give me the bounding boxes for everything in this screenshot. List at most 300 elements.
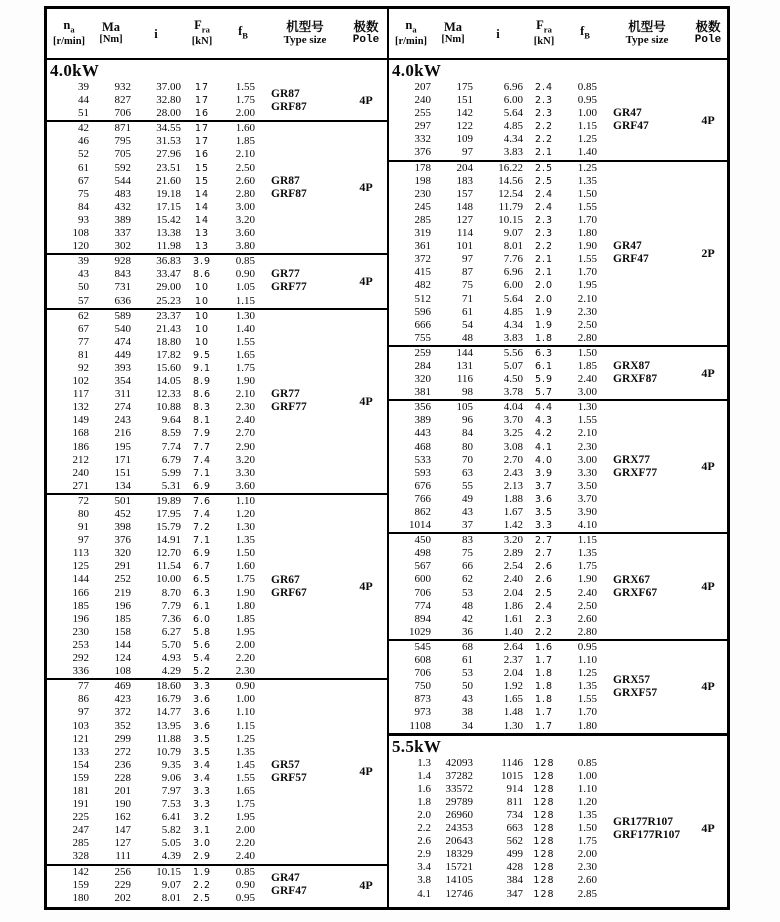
cell-fb: 1.60 [235, 560, 255, 573]
type-size-line: GRX67 [613, 573, 651, 586]
section-title: 4.0kW [392, 61, 442, 80]
cell-ma: 96 [462, 414, 473, 427]
spec-row [389, 81, 605, 94]
cell-fb: 2.40 [235, 414, 255, 427]
cell-na: 117 [72, 388, 89, 401]
spec-row [47, 122, 263, 135]
cell-fra: 1.9 [534, 306, 554, 318]
cell-na: 91 [78, 521, 89, 534]
cell-i: 9.07 [503, 227, 523, 240]
cell-fra: 8.9 [192, 376, 212, 388]
cell-na: 108 [72, 227, 89, 240]
cell-fra: 3.7 [534, 480, 554, 492]
cell-na: 1.4 [417, 769, 431, 782]
cell-na: 450 [414, 534, 431, 547]
type-size-line: GR47 [613, 240, 642, 253]
cell-na: 196 [72, 612, 89, 625]
cell-ma: 731 [114, 281, 131, 294]
cell-fb: 1.95 [235, 625, 255, 638]
type-size-line: GR67 [271, 573, 300, 586]
cell-na: 80 [78, 508, 89, 520]
cell-fra: 128 [533, 809, 555, 821]
cell-fb: 1.55 [577, 693, 597, 706]
cell-ma: 97 [462, 146, 473, 159]
cell-fb: 3.60 [235, 227, 255, 240]
spec-row [47, 414, 263, 427]
cell-na: 567 [414, 560, 431, 573]
cell-fb: 3.20 [235, 213, 255, 226]
cell-ma: 157 [456, 187, 473, 200]
cell-fra: 2.4 [534, 82, 554, 93]
cell-i: 2.89 [503, 547, 523, 560]
type-size-line: GR57 [271, 758, 300, 771]
cell-ma: 18329 [445, 848, 473, 861]
cell-fb: 1.80 [577, 227, 597, 240]
cell-fra: 1.7 [534, 707, 554, 719]
cell-ma: 299 [114, 732, 131, 745]
cell-fra: 17 [194, 82, 210, 93]
cell-fra: 7.1 [192, 535, 212, 547]
cell-na: 75 [78, 187, 89, 200]
cell-i: 36.83 [156, 255, 181, 268]
cell-i: 2.54 [503, 560, 523, 573]
section-title: 5.5kW [392, 736, 442, 756]
cell-na: 593 [414, 466, 431, 479]
type-size-label [263, 866, 347, 905]
cell-fb: 2.80 [577, 625, 597, 638]
cell-fb: 2.60 [577, 874, 597, 887]
header-cell-i [131, 28, 181, 40]
cell-fb: 2.00 [235, 638, 255, 651]
spec-row [47, 227, 263, 240]
cell-i: 4.29 [161, 665, 181, 678]
cell-fra: 8.6 [192, 389, 212, 401]
spec-row [389, 306, 605, 319]
cell-ma: 827 [114, 94, 131, 107]
header-symbol: 极数 [353, 19, 379, 34]
cell-fb: 1.00 [577, 769, 597, 782]
type-size-label [263, 680, 347, 863]
cell-na: 285 [72, 837, 89, 850]
type-size-label [263, 310, 347, 493]
cell-na: 706 [414, 667, 431, 680]
cell-ma: 540 [114, 322, 131, 335]
cell-i: 8.01 [503, 240, 523, 253]
spec-row [47, 547, 263, 560]
cell-i: 14.77 [156, 706, 181, 719]
cell-fra: 2.5 [534, 175, 554, 187]
group-rows [389, 641, 605, 733]
cell-ma: 43 [462, 693, 473, 706]
cell-na: 103 [72, 719, 89, 732]
cell-i: 4.34 [503, 318, 523, 331]
spec-row [389, 493, 605, 506]
cell-i: 19.89 [156, 494, 181, 507]
group-rows [47, 680, 263, 863]
cell-fra: 2.3 [534, 108, 554, 120]
cell-na: 328 [72, 850, 89, 863]
cell-i: 34.55 [156, 122, 181, 135]
cell-ma: 354 [114, 375, 131, 388]
cell-fb: 0.85 [577, 81, 597, 93]
section-55kw [389, 733, 727, 901]
cell-ma: 144 [114, 638, 131, 651]
panel-body [389, 60, 727, 907]
header-symbol: Ma [101, 20, 121, 34]
header-unit: Type size [625, 34, 669, 46]
cell-fb: 0.85 [235, 255, 255, 268]
cell-i: 6.96 [503, 266, 523, 279]
cell-fb: 2.20 [235, 837, 255, 850]
cell-na: 43 [78, 268, 89, 281]
cell-i: 23.51 [156, 161, 181, 174]
cell-fb: 1.75 [235, 798, 255, 811]
cell-fra: 3.5 [192, 733, 212, 745]
header-symbol: $n_a$ [63, 17, 75, 35]
cell-fra: 10 [194, 310, 210, 322]
cell-fra: 3.9 [534, 467, 554, 479]
cell-ma: 127 [114, 837, 131, 850]
cell-na: 77 [78, 335, 89, 348]
cell-fb: 2.90 [235, 440, 255, 453]
cell-fra: 7.1 [192, 467, 212, 479]
cell-na: 132 [72, 401, 89, 414]
cell-ma: 26960 [445, 808, 473, 821]
cell-ma: 55 [462, 479, 473, 492]
cell-i: 12.70 [156, 547, 181, 560]
type-size-line: GR87 [271, 87, 300, 100]
spec-row [389, 809, 605, 822]
header-unit: Type size [283, 34, 327, 46]
cell-fb: 4.10 [577, 519, 597, 532]
type-size-line: GRF47 [613, 120, 649, 133]
cell-fra: 7.4 [192, 509, 212, 520]
spec-row [389, 573, 605, 586]
spec-row [389, 266, 605, 279]
cell-fb: 0.95 [577, 640, 597, 653]
cell-fb: 3.50 [577, 479, 597, 492]
cell-fb: 3.00 [577, 386, 597, 399]
cell-i: 11.54 [156, 560, 181, 573]
pole-label: 4P [359, 877, 373, 892]
cell-fra: 2.9 [192, 851, 212, 863]
cell-i: 1.92 [503, 680, 523, 693]
cell-fb: 2.40 [577, 373, 597, 386]
cell-na: 92 [78, 361, 89, 374]
cell-na: 191 [72, 798, 89, 811]
cell-ma: 53 [462, 586, 473, 599]
spec-row [47, 349, 263, 362]
cell-fb: 3.60 [235, 479, 255, 492]
cell-fra: 1.7 [534, 720, 554, 732]
spec-group [389, 162, 727, 347]
header-symbol: i [154, 26, 158, 41]
pole-label: 4P [359, 579, 373, 594]
cell-ma: 337 [114, 227, 131, 240]
cell-na: 297 [414, 120, 431, 133]
panel-right [387, 9, 727, 907]
cell-fb: 1.40 [577, 146, 597, 159]
cell-na: 2.2 [417, 822, 431, 835]
type-size-line: GRF77 [271, 401, 307, 414]
header-unit: [kN] [533, 36, 555, 48]
cell-na: 255 [414, 107, 431, 120]
cell-na: 766 [414, 492, 431, 505]
cell-na: 2.0 [417, 808, 431, 821]
cell-fb: 1.75 [235, 573, 255, 586]
cell-i: 19.18 [156, 187, 181, 200]
spec-row [389, 861, 605, 874]
cell-fb: 1.65 [235, 348, 255, 361]
cell-i: 5.31 [161, 479, 181, 492]
cell-na: 755 [414, 331, 431, 344]
cell-i: 25.23 [156, 294, 181, 307]
cell-na: 545 [414, 640, 431, 653]
cell-ma: 66 [462, 560, 473, 573]
spec-row [389, 783, 605, 796]
cell-fra: 128 [533, 823, 555, 835]
cell-fb: 1.75 [577, 835, 597, 848]
cell-i: 5.07 [503, 359, 523, 372]
cell-i: 6.00 [503, 279, 523, 292]
cell-fb: 1.30 [235, 309, 255, 322]
cell-ma: 183 [456, 174, 473, 187]
cell-fra: 14 [194, 188, 210, 200]
cell-fra: 1.8 [534, 668, 554, 680]
cell-na: 81 [78, 348, 89, 361]
cell-fra: 1.8 [534, 332, 554, 344]
cell-fra: 128 [533, 770, 555, 782]
header-cell-na [47, 19, 91, 49]
cell-ma: 636 [114, 294, 131, 307]
header-cell-pole [347, 21, 385, 46]
cell-fb: 1.40 [235, 322, 255, 335]
spec-row [47, 508, 263, 521]
spec-row [47, 454, 263, 467]
cell-fb: 1.70 [577, 266, 597, 279]
header-unit: [Nm] [441, 34, 465, 45]
cell-na: 144 [72, 573, 89, 586]
cell-fra: 6.1 [534, 360, 554, 372]
pole-label: 4P [701, 112, 715, 127]
cell-na: 42 [78, 122, 89, 135]
group-rows [47, 310, 263, 493]
spec-row [389, 796, 605, 809]
spec-group [47, 122, 387, 255]
cell-fb: 1.75 [235, 94, 255, 107]
header-symbol: Ma [443, 20, 463, 34]
cell-i: 2.40 [503, 573, 523, 586]
cell-ma: 71 [462, 292, 473, 305]
cell-i: 4.85 [503, 120, 523, 133]
pole-label: 2P [701, 245, 715, 260]
cell-ma: 75 [462, 547, 473, 560]
cell-i: 3.83 [503, 146, 523, 159]
cell-fb: 1.25 [577, 161, 597, 174]
cell-fb: 1.35 [577, 547, 597, 560]
cell-ma: 320 [114, 547, 131, 560]
cell-ma: 449 [114, 348, 131, 361]
spec-row [389, 240, 605, 253]
cell-i: 4.85 [503, 305, 523, 318]
cell-na: 271 [72, 479, 89, 492]
cell-na: 125 [72, 560, 89, 573]
cell-na: 168 [72, 427, 89, 440]
cell-fra: 3.9 [192, 256, 212, 268]
cell-fb: 3.20 [235, 453, 255, 466]
spec-row [389, 319, 605, 332]
type-size-line: GRX87 [613, 360, 651, 373]
cell-ma: 501 [114, 494, 131, 507]
cell-fb: 0.90 [235, 878, 255, 891]
cell-fra: 17 [194, 95, 210, 107]
spec-row [47, 175, 263, 188]
cell-na: 225 [72, 811, 89, 824]
cell-i: 2.43 [503, 466, 523, 479]
cell-fb: 1.80 [235, 599, 255, 612]
cell-i: 14.05 [156, 375, 181, 388]
cell-i: 663 [506, 822, 523, 835]
cell-fra: 16 [194, 149, 210, 161]
cell-fra: 7.9 [192, 428, 212, 440]
cell-i: 6.27 [161, 625, 181, 638]
cell-ma: 274 [114, 401, 131, 414]
cell-ma: 108 [114, 665, 131, 678]
group-rows [389, 757, 605, 901]
cell-fra: 6.3 [192, 587, 212, 599]
cell-fb: 1.30 [577, 401, 597, 414]
cell-fra: 3.3 [534, 520, 554, 532]
cell-fra: 2.3 [534, 95, 554, 107]
cell-i: 37.00 [156, 81, 181, 93]
cell-fra: 4.2 [534, 428, 554, 440]
cell-fra: 3.4 [192, 772, 212, 784]
cell-ma: 469 [114, 680, 131, 693]
spec-row [47, 824, 263, 837]
cell-na: 1.3 [417, 756, 431, 769]
pole-label: 4P [359, 764, 373, 779]
cell-i: 7.76 [503, 253, 523, 266]
cell-fra: 2.4 [534, 600, 554, 612]
spec-row [389, 693, 605, 706]
cell-fb: 2.10 [577, 292, 597, 305]
cell-na: 1.6 [417, 782, 431, 795]
spec-row [47, 214, 263, 227]
cell-ma: 131 [456, 359, 473, 372]
type-size-label [263, 81, 347, 120]
cell-i: 13.95 [156, 719, 181, 732]
cell-ma: 33572 [445, 782, 473, 795]
cell-fra: 3.6 [192, 694, 212, 706]
cell-i: 1.30 [503, 719, 523, 732]
cell-i: 21.60 [156, 174, 181, 187]
cell-i: 2.70 [503, 453, 523, 466]
cell-fb: 1.35 [235, 534, 255, 547]
spec-row [47, 495, 263, 508]
cell-na: 4.1 [417, 887, 431, 900]
cell-fra: 4.3 [534, 415, 554, 427]
cell-fra: 2.6 [534, 574, 554, 586]
cell-ma: 49 [462, 492, 473, 505]
cell-i: 3.25 [503, 427, 523, 440]
panel-left [47, 9, 387, 907]
cell-fb: 1.35 [577, 174, 597, 187]
spec-row [389, 373, 605, 386]
cell-fra: 2.1 [534, 267, 554, 279]
spec-row [389, 680, 605, 693]
pole-label: 4P [701, 679, 715, 694]
cell-i: 29.00 [156, 281, 181, 294]
cell-fra: 2.1 [534, 147, 554, 159]
spec-group [389, 534, 727, 641]
cell-na: 533 [414, 453, 431, 466]
spec-row [47, 733, 263, 746]
cell-na: 97 [78, 534, 89, 547]
cell-fb: 1.70 [577, 706, 597, 719]
spec-row [389, 360, 605, 373]
cell-ma: 256 [114, 865, 131, 878]
spec-row [389, 848, 605, 861]
spec-row [47, 388, 263, 401]
cell-ma: 185 [114, 612, 131, 625]
spec-row [47, 665, 263, 678]
cell-fra: 3.6 [192, 720, 212, 732]
header-cell-i [473, 28, 523, 40]
cell-ma: 37 [462, 519, 473, 532]
cell-fb: 0.90 [235, 680, 255, 693]
spec-group [47, 495, 387, 680]
pole-label: 4P [359, 273, 373, 288]
cell-fra: 5.6 [192, 639, 212, 651]
spec-row [389, 146, 605, 159]
spec-group [47, 81, 387, 122]
cell-fra: 1.9 [192, 866, 212, 878]
cell-na: 3.4 [417, 861, 431, 874]
cell-fra: 128 [533, 836, 555, 848]
spec-row [389, 94, 605, 107]
cell-na: 292 [72, 652, 89, 665]
cell-fra: 15 [194, 162, 210, 174]
cell-fra: 1.8 [534, 681, 554, 693]
cell-na: 319 [414, 227, 431, 240]
cell-i: 33.47 [156, 268, 181, 281]
cell-na: 133 [72, 745, 89, 758]
spec-row [389, 667, 605, 680]
spec-row [389, 253, 605, 266]
cell-ma: 50 [462, 680, 473, 693]
cell-fb: 1.25 [235, 732, 255, 745]
cell-fra: 2.3 [534, 228, 554, 240]
cell-na: 97 [78, 706, 89, 719]
cell-ma: 12746 [445, 887, 473, 900]
cell-ma: 190 [114, 798, 131, 811]
cell-i: 4.93 [161, 652, 181, 665]
cell-fra: 2.0 [534, 293, 554, 305]
cell-na: 159 [72, 771, 89, 784]
cell-fb: 1.95 [235, 811, 255, 824]
cell-i: 914 [506, 782, 523, 795]
header-symbol: $n_a$ [405, 17, 417, 35]
cell-ma: 84 [462, 427, 473, 440]
cell-na: 198 [414, 174, 431, 187]
cell-fb: 1.35 [577, 680, 597, 693]
cell-fb: 3.70 [577, 492, 597, 505]
cell-ma: 37282 [445, 769, 473, 782]
cell-na: 706 [414, 586, 431, 599]
header-cell-fra [181, 19, 223, 49]
cell-fra: 128 [533, 875, 555, 887]
cell-fb: 1.25 [577, 667, 597, 680]
